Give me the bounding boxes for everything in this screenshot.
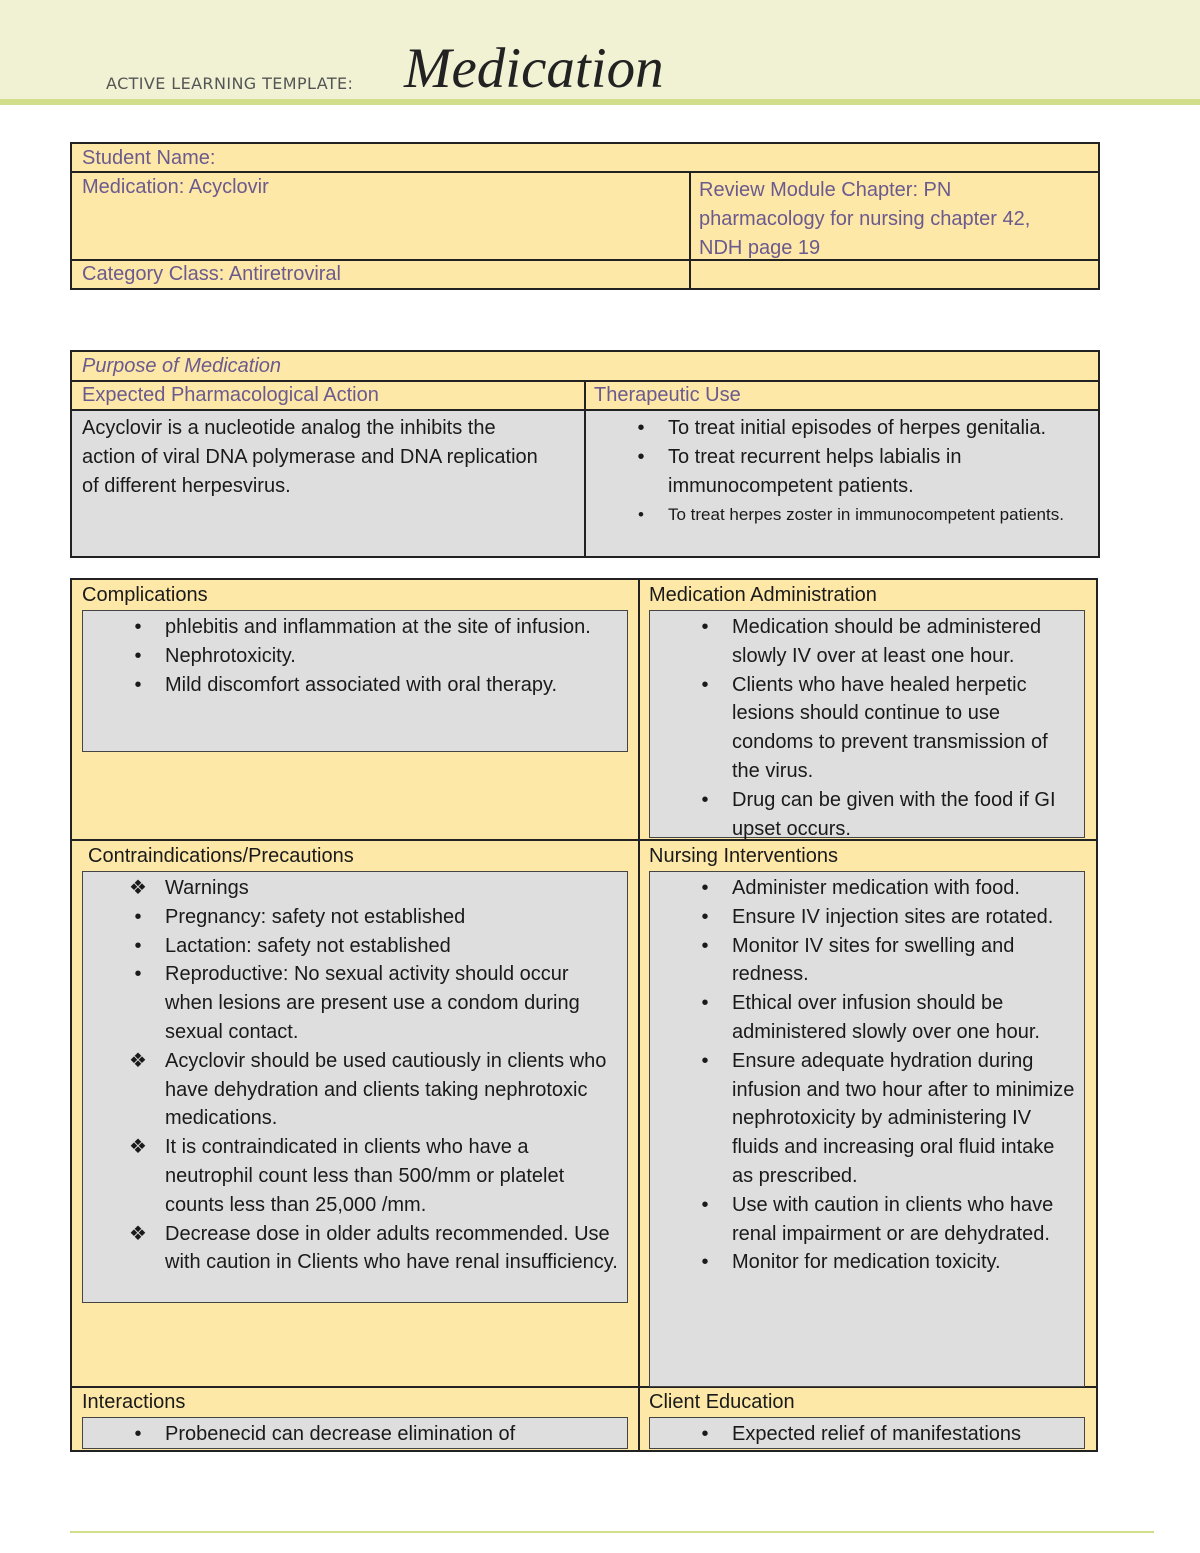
purpose-box	[70, 350, 1100, 558]
review-module-chapter: Review Module Chapter: PN pharmacology for nursing chapter 42, NDH page 19	[699, 179, 1031, 259]
diamond-bullet-icon: ❖	[129, 1222, 147, 1245]
details-box	[70, 578, 1098, 1452]
list-item: • Reproductive: No sexual activity should occur when lesions are present use a condom during sexual contact.	[83, 960, 619, 1046]
list-item: • Ensure adequate hydration during infusion and two hour after to minimize nephrotoxicity by administering IV fluids and increasing oral fluid intake as prescribed.	[650, 1047, 1076, 1191]
list-item: • Ethical over infusion should be administered slowly over one hour.	[650, 989, 1076, 1047]
bullet-icon: •	[701, 1251, 709, 1274]
bullet-icon: •	[701, 1049, 709, 1072]
list-item: • Medication should be administered slowly IV over at least one hour.	[650, 613, 1076, 671]
list-item: • Drug can be given with the food if GI upset occurs.	[650, 786, 1076, 844]
template-label: ACTIVE LEARNING TEMPLATE:	[106, 74, 354, 93]
list-item: • To treat initial episodes of herpes genitalia.	[586, 414, 1086, 443]
medication-name: Medication: Acyclovir	[82, 176, 269, 198]
list-item: • To treat recurrent helps labialis in immunocompetent patients.	[586, 443, 1086, 501]
pharmacological-action-heading: Expected Pharmacological Action	[82, 384, 379, 406]
bullet-icon: •	[134, 673, 142, 696]
complications-heading: Complications	[82, 584, 208, 606]
list-item: ❖ It is contraindicated in clients who have a neutrophil count less than 500/mm or platelet counts less than 25,000 /mm.	[83, 1133, 619, 1219]
interactions-heading: Interactions	[82, 1391, 186, 1413]
list-item: • Nephrotoxicity.	[83, 642, 619, 671]
list-item: • Pregnancy: safety not established	[83, 903, 619, 932]
administration-panel	[649, 610, 1085, 838]
list-item: ❖ Decrease dose in older adults recommended. Use with caution in Clients who have renal insufficiency.	[83, 1220, 619, 1278]
contraindications-panel	[82, 871, 628, 1303]
bullet-icon: •	[637, 446, 645, 468]
bullet-icon: •	[701, 673, 709, 696]
pharmacological-action-text: Acyclovir is a nucleotide analog the inhibits the action of viral DNA polymerase and DNA replication of different herpesvirus.	[82, 417, 538, 497]
list-item: • Use with caution in clients who have renal impairment or are dehydrated.	[650, 1191, 1076, 1249]
bullet-icon: •	[701, 992, 709, 1015]
list-item: ❖ Acyclovir should be used cautiously in clients who have dehydration and clients taking nephrotoxic medications.	[83, 1047, 619, 1133]
bullet-icon: •	[701, 934, 709, 957]
bullet-icon: •	[134, 1423, 142, 1445]
complications-panel	[82, 610, 628, 752]
list-item: • To treat herpes zoster in immunocompetent patients.	[586, 501, 1086, 528]
diamond-bullet-icon: ❖	[129, 877, 147, 899]
list-item: • Monitor for medication toxicity.	[650, 1248, 1076, 1277]
list-item: • Clients who have healed herpetic lesions should continue to use condoms to prevent transmission of the virus.	[650, 671, 1076, 786]
purpose-heading: Purpose of Medication	[82, 355, 282, 377]
student-name-label: Student Name:	[82, 147, 216, 169]
footer-rule	[70, 1531, 1154, 1533]
bullet-icon: •	[701, 788, 709, 811]
administration-heading: Medication Administration	[649, 584, 877, 606]
bullet-icon: •	[701, 1193, 709, 1216]
diamond-bullet-icon: ❖	[129, 1136, 147, 1159]
list-item: • Administer medication with food.	[650, 874, 1076, 903]
contraindications-heading: Contraindications/Precautions	[88, 845, 354, 867]
bullet-icon: •	[701, 616, 709, 638]
bullet-icon: •	[701, 905, 709, 928]
list-item: • phlebitis and inflammation at the site of infusion.	[83, 613, 619, 642]
bullet-icon: •	[134, 644, 142, 667]
page-title: Medication	[404, 37, 664, 100]
bullet-icon: •	[134, 963, 142, 986]
category-class: Category Class: Antiretroviral	[82, 263, 341, 285]
bullet-icon: •	[134, 905, 142, 928]
list-item: • Expected relief of manifestations	[650, 1420, 1076, 1449]
therapeutic-use-heading: Therapeutic Use	[594, 384, 741, 406]
client-education-panel	[649, 1417, 1085, 1449]
nursing-interventions-panel	[649, 871, 1085, 1387]
bullet-icon: •	[134, 934, 142, 957]
list-item: • Mild discomfort associated with oral therapy.	[83, 671, 619, 700]
bullet-icon: •	[701, 877, 709, 899]
list-item: • Ensure IV injection sites are rotated.	[650, 903, 1076, 932]
list-item: • Lactation: safety not established	[83, 932, 619, 961]
client-education-heading: Client Education	[649, 1391, 795, 1413]
bullet-icon: •	[701, 1423, 709, 1445]
bullet-icon: •	[638, 505, 644, 524]
therapeutic-use-list	[586, 414, 1086, 528]
interactions-panel	[82, 1417, 628, 1449]
info-box	[70, 142, 1100, 290]
nursing-interventions-heading: Nursing Interventions	[649, 845, 838, 867]
bullet-icon: •	[637, 417, 645, 439]
list-item: • Monitor IV sites for swelling and redness.	[650, 932, 1076, 990]
bullet-icon: •	[134, 616, 142, 638]
list-item: • Probenecid can decrease elimination of	[83, 1420, 619, 1449]
diamond-bullet-icon: ❖	[129, 1049, 147, 1072]
list-item: ❖ Warnings	[83, 874, 619, 903]
